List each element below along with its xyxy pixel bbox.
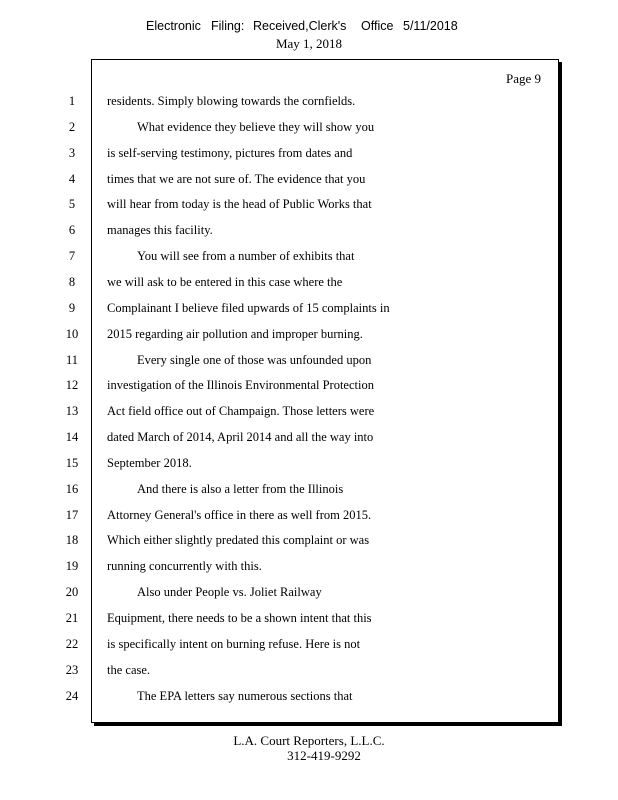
line-number: 10: [65, 326, 79, 341]
line-number: 15: [65, 455, 79, 470]
page-number: Page 9: [505, 71, 541, 86]
line-text: investigation of the Illinois Environmental Protection: [107, 378, 374, 393]
line-text: Which either slightly predated this complaint or was: [107, 533, 370, 548]
footer-phone: 312-419-9292: [287, 748, 361, 763]
line-text: we will ask to be entered in this case where the: [107, 274, 343, 289]
line-number: 9: [68, 300, 76, 315]
line-text: What evidence they believe they will show you: [137, 119, 375, 134]
line-text: September 2018.: [107, 455, 192, 470]
line-text: The EPA letters say numerous sections that: [137, 688, 353, 703]
line-text: And there is also a letter from the Illinois: [137, 481, 344, 496]
line-number: 16: [65, 481, 79, 496]
line-number: 17: [65, 507, 79, 522]
line-text: running concurrently with this.: [107, 559, 262, 574]
line-text: the case.: [107, 662, 151, 677]
line-text: is self-serving testimony, pictures from dates and: [107, 145, 353, 160]
line-number: 3: [68, 145, 76, 160]
line-number: 22: [65, 636, 79, 651]
line-text: Act field office out of Champaign. Those letters were: [107, 404, 375, 419]
line-number: 2: [68, 119, 76, 134]
line-number: 5: [68, 197, 76, 212]
line-text: dated March of 2014, April 2014 and all the way into: [107, 430, 374, 445]
stamp-date: 5/11/2018: [403, 19, 458, 33]
filed-date: May 1, 2018: [275, 36, 343, 51]
stamp-office: Office: [361, 19, 394, 33]
line-text: Equipment, there needs to be a shown intent that this: [107, 611, 372, 625]
footer-company: L.A. Court Reporters, L.L.C.: [233, 733, 385, 748]
line-text: manages this facility.: [107, 223, 213, 238]
line-number: 24: [65, 688, 79, 703]
line-text: You will see from a number of exhibits that: [137, 249, 355, 264]
line-text: will hear from today is the head of Public Works that: [107, 197, 372, 212]
line-number: 19: [65, 559, 79, 574]
line-number: 18: [65, 533, 79, 548]
line-text: 2015 regarding air pollution and improper burning.: [107, 326, 363, 341]
line-text: Attorney General's office in there as well from 2015.: [107, 507, 372, 522]
stamp-electronic: Electronic: [146, 19, 201, 33]
stamp-received: Received,Clerk's: [253, 19, 347, 33]
line-number: 20: [65, 585, 79, 600]
line-number: 11: [65, 352, 79, 367]
line-number: 1: [68, 94, 76, 108]
line-number: 4: [68, 171, 76, 186]
line-text: is specifically intent on burning refuse. Here is not: [107, 636, 361, 651]
line-text: times that we are not sure of. The evidence that you: [107, 171, 366, 186]
stamp-filing: Filing:: [211, 19, 245, 33]
line-number: 21: [65, 611, 79, 625]
line-number: 12: [65, 378, 79, 393]
line-text: Complainant I believe filed upwards of 15 complaints in: [107, 300, 390, 315]
line-number: 13: [65, 404, 79, 419]
line-text: Every single one of those was unfounded upon: [137, 352, 372, 367]
line-number: 14: [65, 430, 79, 445]
line-number: 6: [68, 223, 76, 238]
line-number: 23: [65, 662, 79, 677]
line-number: 7: [68, 249, 76, 264]
line-text: Also under People vs. Joliet Railway: [137, 585, 322, 600]
line-number: 8: [68, 274, 76, 289]
line-text: residents. Simply blowing towards the cornfields.: [107, 94, 356, 108]
